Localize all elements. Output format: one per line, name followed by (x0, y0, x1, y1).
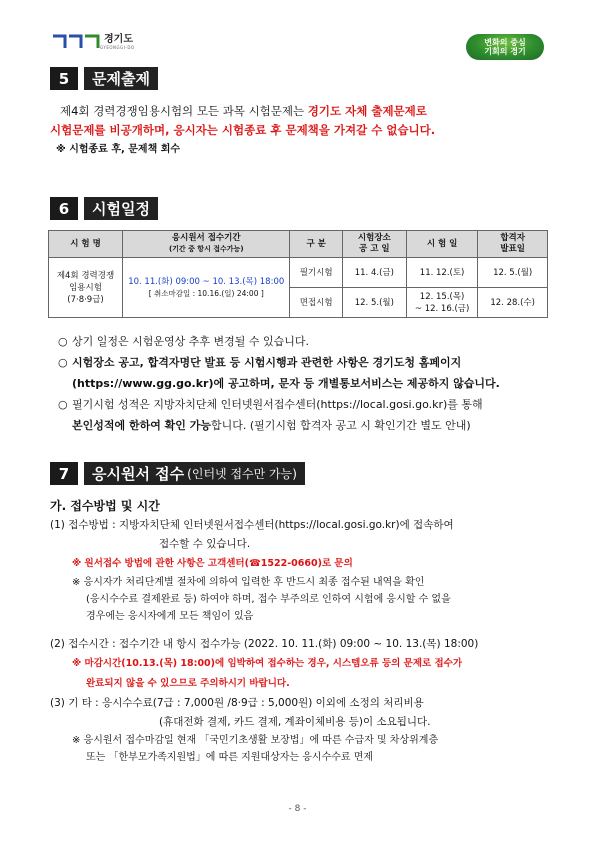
header-notice (342, 231, 406, 258)
circle-bullet-icon: ○ (58, 335, 68, 348)
section-5-body (50, 102, 560, 159)
section-title: 시험일정 (84, 197, 158, 220)
notice-cell: 11. 4.(금) (342, 258, 406, 288)
header-notice-line-2: 공 고 일 (359, 244, 390, 254)
result-cell: 12. 5.(월) (478, 258, 548, 288)
logo-text: 경기도 (104, 33, 133, 45)
exam-paragraph-highlight: 경기도 자체 출제문제로 (307, 104, 427, 118)
note-text: 또는 「한부모가족지원법」에 따른 지원대상자는 응시수수료 면제 (86, 752, 374, 763)
exam-note: ※ 시험종료 후, 문제책 회수 (56, 144, 181, 155)
section-6-header (50, 197, 158, 220)
header-period-note: (기간 중 항시 접수가능) (168, 245, 244, 253)
section-number: 7 (50, 462, 78, 485)
schedule-notes (58, 331, 558, 436)
deadline-warning: ※ 마감시간(10.13.(목) 18:00)에 임박하여 접수하는 경우, 시스템오류 등의 문제로 접수가 (72, 658, 463, 669)
section-title: 문제출제 (84, 67, 158, 90)
header-exam-date: 시 험 일 (406, 231, 478, 258)
list-item: (1) 접수방법 : 지방자치단체 인터넷원서접수센터(https://local.gosi.go.kr)에 접속하여 (50, 519, 454, 531)
list-item: (휴대전화 결제, 카드 결제, 계좌이체비용 등)이 소요됩니다. (159, 716, 431, 728)
exam-name-cell (49, 258, 123, 318)
period-cell (123, 258, 290, 318)
type-cell: 필기시험 (290, 258, 342, 288)
exam-paragraph-text: 제4회 경력경쟁임용시험의 모든 과목 시험문제는 (60, 104, 308, 118)
section-title (84, 462, 305, 485)
page-number: - 8 - (288, 804, 307, 814)
list-item (58, 331, 558, 352)
note-text: ※ 응시원서 접수마감일 현재 「국민기초생활 보장법」에 따른 수급자 및 차상위계층 (72, 735, 439, 746)
type-cell: 면접시험 (290, 288, 342, 318)
section-title-text: 응시원서 접수 (92, 465, 185, 483)
section-number: 6 (50, 197, 78, 220)
note-text: (응시수수료 결제완료 등) 하여야 하며, 접수 부주의로 인하여 시험에 응시할 수 없을 (86, 594, 451, 605)
gyeonggi-logo (52, 34, 135, 50)
section-number: 5 (50, 67, 78, 90)
contact-note: ※ 원서접수 방법에 관한 사항은 고객센터(☎1522-0660)로 문의 (72, 558, 353, 569)
notice-cell: 12. 5.(월) (342, 288, 406, 318)
exam-date-line: 12. 15.(목) (419, 291, 465, 302)
note-text: ※ 응시자가 처리단계별 절차에 의하여 입력한 후 반드시 최종 접수된 내역을 확인 (72, 577, 425, 588)
header-result-line-2: 발표일 (500, 244, 525, 254)
exam-paragraph-highlight-2: 시험문제를 비공개하며, 응시자는 시험종료 후 문제책을 가져갈 수 없습니다. (50, 123, 436, 137)
slogan-badge (466, 34, 544, 60)
schedule-table (48, 230, 548, 318)
list-item (58, 394, 558, 415)
note-text: 시험장소 공고, 합격자명단 발표 등 시험시행과 관련한 사항은 경기도청 홈페이지 (72, 356, 462, 369)
header-result-line-1: 합격자 (500, 233, 525, 243)
header-period-label: 응시원서 접수기간 (171, 233, 241, 243)
header-notice-line-1: 시험장소 (357, 233, 391, 243)
exam-date-cell (406, 288, 478, 318)
header-type: 구 분 (290, 231, 342, 258)
section-5-header (50, 67, 158, 90)
list-item: 접수할 수 있습니다. (159, 538, 251, 550)
list-item (58, 415, 558, 436)
section-title-sub: (인터넷 접수만 가능) (187, 467, 297, 481)
header-period (123, 231, 290, 258)
section-7-body (50, 496, 560, 766)
section-7-header (50, 462, 305, 485)
result-cell: 12. 28.(수) (478, 288, 548, 318)
note-text: 경우에는 응시자에게 모든 책임이 있음 (86, 611, 254, 622)
period-text: 10. 11.(화) 09:00 ~ 10. 13.(목) 18:00 (128, 276, 285, 287)
exam-date-cell: 11. 12.(토) (406, 258, 478, 288)
badge-line-1: 변화의 중심 (484, 38, 526, 47)
logo-subtext: GYEONGGI-DO (100, 44, 135, 50)
note-bold-text: 본인성적에 한하여 확인 가능 (72, 419, 211, 432)
list-item: (3) 기 타 : 응시수수료(7급 : 7,000원 /8·9급 : 5,000원) 이외에 소정의 처리비용 (50, 697, 424, 709)
list-item: (2) 접수시간 : 접수기간 내 항시 접수가능 (2022. 10. 11.(화) 09:00 ~ 10. 13.(목) 18:00) (50, 638, 479, 650)
header-exam-name: 시 험 명 (49, 231, 123, 258)
note-text: 합니다. (필기시험 합격자 공고 시 확인기간 별도 안내) (211, 419, 471, 432)
exam-date-line: ~ 12. 16.(금) (414, 303, 470, 314)
badge-line-2: 기회의 경기 (484, 47, 526, 56)
exam-name-line: (7·8·9급) (67, 294, 104, 305)
logo-mark-icon (52, 34, 100, 50)
subheading: 가. 접수방법 및 시간 (50, 499, 160, 513)
note-text: 필기시험 성적은 지방자치단체 인터넷원서접수센터(https://local.gosi.go.kr)를 통해 (72, 398, 483, 411)
note-text: (https://www.gg.go.kr)에 공고하며, 문자 등 개별통보서비스는 제공하지 않습니다. (72, 377, 500, 390)
table-row (49, 258, 548, 288)
exam-name-line: 제4회 경력경쟁 (56, 270, 115, 281)
header-result (478, 231, 548, 258)
deadline-warning: 완료되지 않을 수 있으므로 주의하시기 바랍니다. (86, 678, 290, 689)
deadline-text: [ 취소마감일 : 10.16.(일) 24:00 ] (148, 288, 264, 298)
list-item (58, 352, 558, 373)
circle-bullet-icon: ○ (58, 356, 68, 369)
circle-bullet-icon: ○ (58, 398, 68, 411)
exam-name-line: 임용시험 (69, 282, 102, 293)
note-text: 상기 일정은 시험운영상 추후 변경될 수 있습니다. (72, 335, 309, 348)
